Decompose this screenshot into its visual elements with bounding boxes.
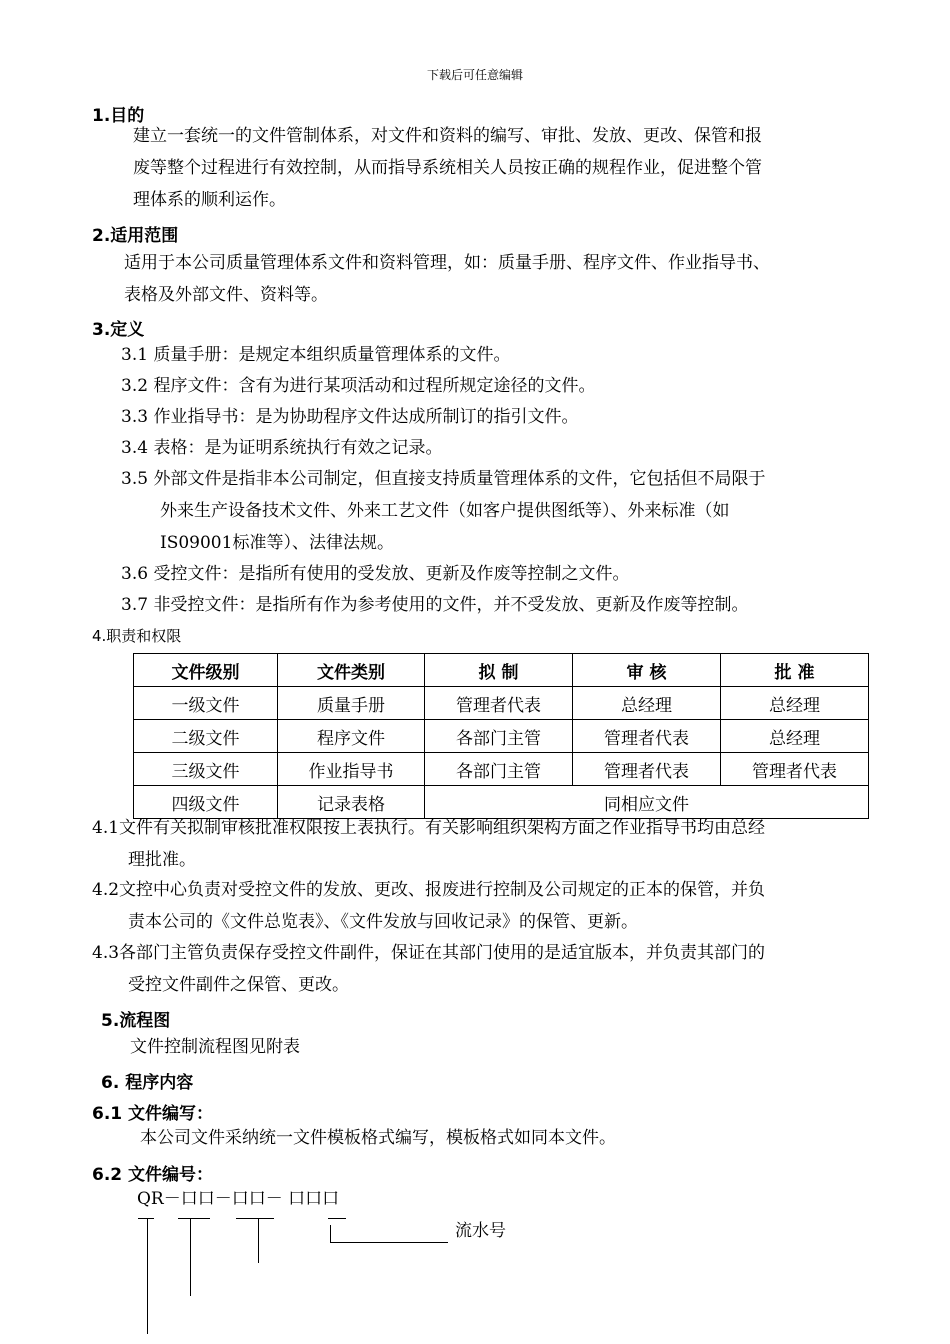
section-6-1-title: 6.1 文件编写： (92, 1104, 214, 1124)
responsibility-4-1-line-2: 理批准。 (128, 850, 196, 870)
code-underline-1 (178, 1218, 210, 1219)
table-cell: 管理者代表 (425, 687, 573, 720)
table-cell: 总经理 (573, 687, 721, 720)
table-cell: 管理者代表 (721, 753, 869, 786)
responsibility-4-1: 4.1文件有关拟制审核批准权限按上表执行。有关影响组织架构方面之作业指导书均由总经 (92, 818, 766, 838)
table-row (134, 720, 869, 753)
definition-3-5-line-2: 外来生产设备技术文件、外来工艺文件（如客户提供图纸等）、外来标准（如 (160, 501, 730, 521)
table-cell-merged: 同相应文件 (425, 786, 869, 819)
connector-qr (147, 1218, 148, 1334)
table-row (134, 753, 869, 786)
document-number-format: QR－口口－口口－ 口口口 (137, 1189, 340, 1209)
table-header-cell: 审 核 (573, 654, 721, 687)
definition-3-5-line-3: IS09001标准等）、法律法规。 (160, 533, 394, 553)
connector-3-horizontal (330, 1242, 448, 1243)
section-6-2-title: 6.2 文件编号： (92, 1165, 214, 1185)
section-4-title: 4.职责和权限 (92, 627, 182, 645)
table-row (134, 687, 869, 720)
table-cell: 三级文件 (134, 753, 278, 786)
connector-1 (190, 1218, 191, 1296)
table-cell: 程序文件 (278, 720, 425, 753)
definition-3-2: 3.2 程序文件：含有为进行某项活动和过程所规定途径的文件。 (121, 376, 596, 396)
definition-3-3: 3.3 作业指导书：是为协助程序文件达成所制订的指引文件。 (121, 407, 579, 427)
section-3-title: 3.定义 (92, 320, 145, 340)
table-header-cell: 拟 制 (425, 654, 573, 687)
code-underline-3 (328, 1218, 346, 1219)
section-5-title: 5.流程图 (101, 1011, 171, 1031)
table-cell: 管理者代表 (573, 720, 721, 753)
section-5-text: 文件控制流程图见附表 (130, 1037, 300, 1057)
responsibility-4-3-line-2: 受控文件副件之保管、更改。 (128, 975, 349, 995)
definition-3-7: 3.7 非受控文件：是指所有作为参考使用的文件，并不受发放、更新及作废等控制。 (121, 595, 749, 615)
table-cell: 总经理 (721, 687, 869, 720)
table-cell: 二级文件 (134, 720, 278, 753)
table-cell: 管理者代表 (573, 753, 721, 786)
table-cell: 各部门主管 (425, 753, 573, 786)
table-cell: 各部门主管 (425, 720, 573, 753)
serial-number-label: 流水号 (455, 1221, 506, 1241)
table-cell: 作业指导书 (278, 753, 425, 786)
table-cell: 四级文件 (134, 786, 278, 819)
table-cell: 一级文件 (134, 687, 278, 720)
table-cell: 总经理 (721, 720, 869, 753)
definition-3-5: 3.5 外部文件是指非本公司制定，但直接支持质量管理体系的文件，它包括但不局限于 (121, 469, 766, 489)
responsibility-table (133, 653, 869, 819)
section-6-title: 6. 程序内容 (101, 1073, 194, 1093)
code-underline-2 (236, 1218, 274, 1219)
responsibility-4-3: 4.3各部门主管负责保存受控文件副件，保证在其部门使用的是适宜版本，并负责其部门的 (92, 943, 766, 963)
section-1-line-3: 理体系的顺利运作。 (133, 190, 286, 210)
section-1-line-1: 建立一套统一的文件管制体系，对文件和资料的编写、审批、发放、更改、保管和报 (133, 126, 762, 146)
section-1-title: 1.目的 (92, 106, 145, 126)
code-underline-qr (138, 1218, 154, 1219)
section-6-1-text: 本公司文件采纳统一文件模板格式编写，模板格式如同本文件。 (140, 1128, 616, 1148)
table-header-cell: 文件类别 (278, 654, 425, 687)
section-1-line-2: 废等整个过程进行有效控制，从而指导系统相关人员按正确的规程作业，促进整个管 (133, 158, 762, 178)
table-header-cell: 批 准 (721, 654, 869, 687)
responsibility-4-2-line-2: 责本公司的《文件总览表》、《文件发放与回收记录》的保管、更新。 (128, 912, 638, 932)
definition-3-4: 3.4 表格：是为证明系统执行有效之记录。 (121, 438, 443, 458)
section-2-line-2: 表格及外部文件、资料等。 (124, 285, 328, 305)
section-2-line-1: 适用于本公司质量管理体系文件和资料管理，如：质量手册、程序文件、作业指导书、 (124, 253, 770, 273)
connector-3 (330, 1225, 331, 1242)
section-2-title: 2.适用范围 (92, 226, 179, 246)
connector-2 (258, 1218, 259, 1263)
table-cell: 质量手册 (278, 687, 425, 720)
table-header-cell: 文件级别 (134, 654, 278, 687)
table-cell: 记录表格 (278, 786, 425, 819)
definition-3-1: 3.1 质量手册：是规定本组织质量管理体系的文件。 (121, 345, 511, 365)
page-header: 下载后可任意编辑 (426, 68, 523, 82)
responsibility-4-2: 4.2文控中心负责对受控文件的发放、更改、报废进行控制及公司规定的正本的保管，并负 (92, 880, 766, 900)
table-header-row (134, 654, 869, 687)
definition-3-6: 3.6 受控文件：是指所有使用的受发放、更新及作废等控制之文件。 (121, 564, 630, 584)
